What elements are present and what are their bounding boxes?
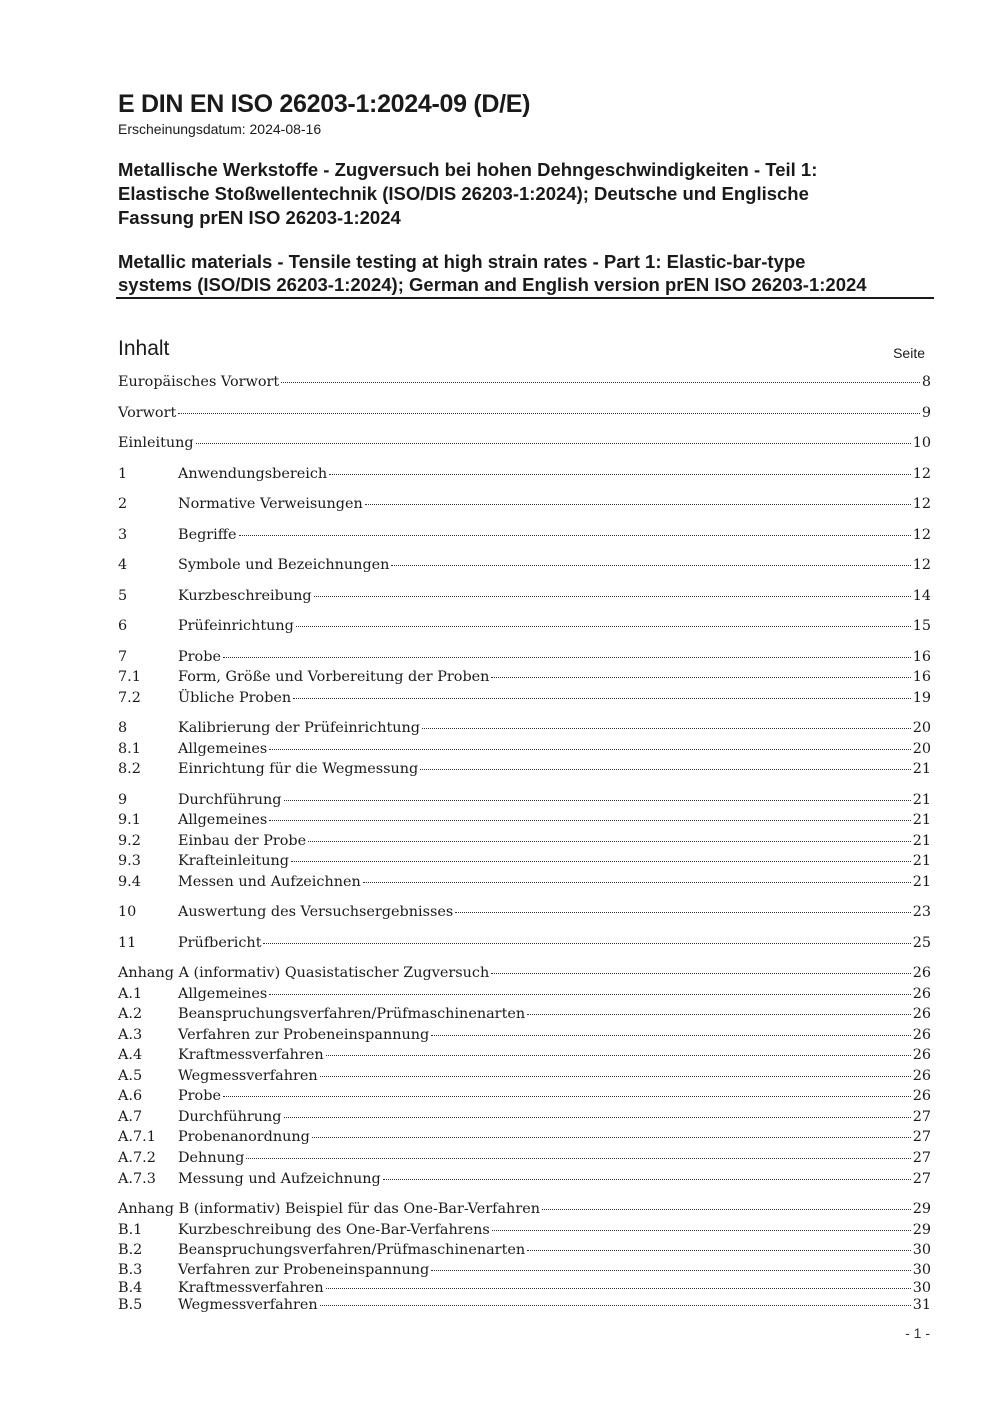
toc-entry-title: Anhang B (informativ) Beispiel für das One-Bar-Verfahren	[118, 1201, 540, 1217]
toc-entry[interactable]	[118, 1297, 931, 1317]
toc-entry-page: 21	[912, 812, 931, 828]
toc-entry-number: 5	[118, 588, 128, 604]
toc-dot-leader	[312, 1136, 911, 1138]
toc-entry-title: Wegmessverfahren	[178, 1068, 318, 1084]
toc-entry-page: 9	[921, 405, 931, 421]
toc-entry-number: 9.2	[118, 833, 141, 849]
toc-entry-number: 3	[118, 527, 128, 543]
toc-entry-title: Prüfbericht	[178, 935, 262, 951]
toc-dot-leader	[326, 1054, 911, 1056]
toc-entry-page: 27	[912, 1109, 931, 1125]
toc-entry[interactable]	[118, 496, 931, 516]
toc-entry-title: Messung und Aufzeichnung	[178, 1171, 381, 1187]
toc-entry-number: A.3	[118, 1027, 143, 1043]
toc-entry-title: Anwendungsbereich	[178, 466, 328, 482]
toc-entry-number: A.7.2	[118, 1150, 156, 1166]
toc-entry-page: 27	[912, 1150, 931, 1166]
toc-entry[interactable]	[118, 904, 931, 924]
toc-entry-title: Form, Größe und Vorbereitung der Proben	[178, 669, 490, 685]
toc-entry-title: Auswertung des Versuchsergebnisses	[178, 904, 454, 920]
toc-entry-number: 11	[118, 935, 137, 951]
toc-entry-page: 12	[912, 557, 931, 573]
toc-entry-title: Durchführung	[178, 792, 282, 808]
toc-dot-leader	[239, 534, 911, 536]
toc-entry-title: Beanspruchungsverfahren/Prüfmaschinenarten	[178, 1006, 526, 1022]
toc-entry[interactable]	[118, 812, 931, 832]
toc-entry-page: 21	[912, 853, 931, 869]
toc-entry-page: 26	[912, 1068, 931, 1084]
toc-entry-number: 7	[118, 649, 128, 665]
toc-entry-number: 1	[118, 466, 128, 482]
toc-dot-leader	[293, 697, 911, 699]
toc-entry[interactable]	[118, 1088, 931, 1108]
toc-entry[interactable]	[118, 649, 931, 669]
toc-entry[interactable]	[118, 853, 931, 873]
toc-entry-title: Normative Verweisungen	[178, 496, 363, 512]
toc-entry-page: 10	[912, 435, 931, 451]
toc-entry[interactable]	[118, 1242, 931, 1262]
toc-entry-number: A.7	[118, 1109, 143, 1125]
toc-entry-page: 19	[912, 690, 931, 706]
toc-entry-number: 9	[118, 792, 128, 808]
toc-dot-leader	[542, 1208, 911, 1210]
toc-entry-title: Probe	[178, 1088, 221, 1104]
toc-entry-number: 2	[118, 496, 128, 512]
toc-entry-number: A.7.1	[118, 1129, 156, 1145]
toc-entry[interactable]	[118, 527, 931, 547]
toc-entry-title: Symbole und Bezeichnungen	[178, 557, 390, 573]
title-german-line: Fassung prEN ISO 26203-1:2024	[118, 207, 401, 228]
toc-dot-leader	[431, 1034, 910, 1036]
toc-entry[interactable]	[118, 935, 931, 955]
toc-entry-page: 26	[912, 1088, 931, 1104]
toc-entry[interactable]	[118, 1047, 931, 1067]
toc-entry-number: 10	[118, 904, 137, 920]
title-german-line: Elastische Stoßwellentechnik (ISO/DIS 26203-1:2024); Deutsche und Englische	[118, 183, 809, 204]
toc-entry[interactable]	[118, 1201, 931, 1221]
toc-entry-page: 29	[912, 1222, 931, 1238]
toc-entry-page: 16	[912, 649, 931, 665]
toc-dot-leader	[320, 1304, 911, 1306]
toc-entry-page: 26	[912, 965, 931, 981]
toc-entry-number: B.3	[118, 1262, 143, 1278]
toc-entry-page: 20	[912, 741, 931, 757]
toc-entry-number: 7.1	[118, 669, 141, 685]
toc-entry-page: 12	[912, 527, 931, 543]
toc-dot-leader	[326, 1287, 911, 1289]
toc-entry-title: Krafteinleitung	[178, 853, 289, 869]
toc-entry-number: A.2	[118, 1006, 143, 1022]
toc-entry-title: Allgemeines	[178, 741, 268, 757]
title-german-line: Metallische Werkstoffe - Zugversuch bei hohen Dehngeschwindigkeiten - Teil 1:	[118, 159, 818, 180]
toc-dot-leader	[329, 473, 911, 475]
toc-entry-page: 12	[912, 466, 931, 482]
toc-dot-leader	[284, 1116, 911, 1118]
toc-dot-leader	[281, 381, 920, 383]
toc-entry-number: A.4	[118, 1047, 143, 1063]
toc-entry-page: 30	[912, 1262, 931, 1278]
toc-entry-page: 26	[912, 1047, 931, 1063]
toc-entry-title: Verfahren zur Probeneinspannung	[178, 1262, 430, 1278]
title-divider	[116, 297, 934, 299]
toc-dot-leader	[420, 768, 910, 770]
toc-entry-title: Verfahren zur Probeneinspannung	[178, 1027, 430, 1043]
toc-entry-title: Kurzbeschreibung des One-Bar-Verfahrens	[178, 1222, 490, 1238]
toc-entry[interactable]	[118, 761, 931, 781]
toc-entry-page: 26	[912, 1027, 931, 1043]
toc-dot-leader	[291, 860, 911, 862]
toc-entry-number: 6	[118, 618, 128, 634]
toc-dot-leader	[431, 1269, 910, 1271]
toc-entry-number: A.6	[118, 1088, 143, 1104]
toc-entry-page: 21	[912, 792, 931, 808]
toc-entry-title: Kraftmessverfahren	[178, 1280, 324, 1296]
toc-entry-title: Kraftmessverfahren	[178, 1047, 324, 1063]
toc-entry-page: 20	[912, 720, 931, 736]
toc-entry-page: 21	[912, 833, 931, 849]
title-english-line: systems (ISO/DIS 26203-1:2024); German and English version prEN ISO 26203-1:2024	[118, 274, 867, 295]
toc-dot-leader	[455, 911, 910, 913]
toc-entry[interactable]	[118, 833, 931, 853]
toc-entry-page: 8	[921, 374, 931, 390]
toc-entry-page: 29	[912, 1201, 931, 1217]
toc-entry-title: Vorwort	[118, 405, 177, 421]
toc-dot-leader	[269, 993, 910, 995]
toc-entry[interactable]	[118, 965, 931, 985]
toc-entry-number: B.5	[118, 1297, 143, 1313]
toc-dot-leader	[320, 1075, 911, 1077]
toc-entry-title: Einbau der Probe	[178, 833, 307, 849]
toc-entry-number: 4	[118, 557, 128, 573]
toc-entry-title: Allgemeines	[178, 986, 268, 1002]
toc-dot-leader	[308, 840, 911, 842]
toc-entry-title: Messen und Aufzeichnen	[178, 874, 361, 890]
toc-entry-page: 27	[912, 1129, 931, 1145]
toc-entry[interactable]	[118, 1150, 931, 1170]
toc-heading: Inhalt	[118, 337, 170, 360]
toc-entry-page: 23	[912, 904, 931, 920]
document-id: E DIN EN ISO 26203-1:2024-09 (D/E)	[118, 90, 531, 118]
toc-entry[interactable]	[118, 1109, 931, 1129]
toc-entry[interactable]	[118, 466, 931, 486]
toc-entry-number: 9.3	[118, 853, 141, 869]
toc-entry[interactable]	[118, 1129, 931, 1149]
toc-entry[interactable]	[118, 374, 931, 394]
toc-entry[interactable]	[118, 669, 931, 689]
toc-dot-leader	[527, 1249, 911, 1251]
toc-entry-number: 8.1	[118, 741, 141, 757]
toc-entry-title: Anhang A (informativ) Quasistatischer Zugversuch	[118, 965, 490, 981]
toc-entry-page: 30	[912, 1280, 931, 1296]
toc-entry-title: Europäisches Vorwort	[118, 374, 280, 390]
toc-entry-page: 21	[912, 874, 931, 890]
toc-dot-leader	[422, 727, 911, 729]
toc-entry[interactable]	[118, 405, 931, 425]
toc-entry-number: A.5	[118, 1068, 143, 1084]
toc-entry[interactable]	[118, 1171, 931, 1191]
toc-entry-title: Durchführung	[178, 1109, 282, 1125]
toc-entry-number: A.7.3	[118, 1171, 156, 1187]
toc-entry[interactable]	[118, 986, 931, 1006]
toc-entry-title: Einleitung	[118, 435, 194, 451]
toc-entry-number: 7.2	[118, 690, 141, 706]
toc-entry[interactable]	[118, 588, 931, 608]
toc-entry-page: 25	[912, 935, 931, 951]
toc-entry-number: B.4	[118, 1280, 143, 1296]
toc-entry-page: 12	[912, 496, 931, 512]
toc-entry-page: 27	[912, 1171, 931, 1187]
toc-dot-leader	[263, 942, 910, 944]
toc-entry-title: Wegmessverfahren	[178, 1297, 318, 1313]
toc-entry-page: 30	[912, 1242, 931, 1258]
toc-entry-number: B.1	[118, 1222, 143, 1238]
title-english	[118, 250, 938, 296]
toc-entry-title: Kurzbeschreibung	[178, 588, 312, 604]
toc-entry-number: 9.4	[118, 874, 141, 890]
toc-page-column-label: Seite	[893, 345, 925, 361]
toc-entry[interactable]	[118, 1068, 931, 1088]
toc-dot-leader	[296, 625, 911, 627]
toc-entry-page: 26	[912, 986, 931, 1002]
toc-entry[interactable]	[118, 618, 931, 638]
toc-entry-number: 8	[118, 720, 128, 736]
toc-entry[interactable]	[118, 1262, 931, 1282]
toc-dot-leader	[492, 1229, 911, 1231]
toc-entry-title: Beanspruchungsverfahren/Prüfmaschinenarten	[178, 1242, 526, 1258]
toc-dot-leader	[491, 972, 910, 974]
toc-dot-leader	[223, 656, 911, 658]
toc-dot-leader	[314, 595, 911, 597]
toc-entry-number: 8.2	[118, 761, 141, 777]
toc-entry[interactable]	[118, 720, 931, 740]
toc-entry-title: Probe	[178, 649, 221, 665]
toc-entry-title: Übliche Proben	[178, 690, 292, 706]
toc-entry[interactable]	[118, 1222, 931, 1242]
toc-entry[interactable]	[118, 690, 931, 710]
toc-dot-leader	[363, 881, 911, 883]
toc-entry[interactable]	[118, 741, 931, 761]
toc-dot-leader	[246, 1157, 910, 1159]
toc-dot-leader	[223, 1095, 911, 1097]
toc-entry-page: 15	[912, 618, 931, 634]
toc-entry-number: B.2	[118, 1242, 143, 1258]
toc-entry[interactable]	[118, 792, 931, 812]
toc-dot-leader	[269, 748, 910, 750]
title-german	[118, 158, 938, 230]
toc-entry[interactable]	[118, 435, 931, 455]
toc-entry-title: Probenanordnung	[178, 1129, 310, 1145]
toc-entry-page: 26	[912, 1006, 931, 1022]
toc-entry-page: 31	[912, 1297, 931, 1313]
publication-date: Erscheinungsdatum: 2024-08-16	[118, 121, 322, 137]
title-english-line: Metallic materials - Tensile testing at high strain rates - Part 1: Elastic-bar-type	[118, 251, 806, 272]
toc-entry-title: Prüfeinrichtung	[178, 618, 294, 634]
toc-entry-page: 16	[912, 669, 931, 685]
toc-dot-leader	[491, 676, 910, 678]
toc-entry-number: 9.1	[118, 812, 141, 828]
toc-entry-title: Allgemeines	[178, 812, 268, 828]
toc-dot-leader	[365, 503, 911, 505]
toc-dot-leader	[391, 564, 910, 566]
toc-entry-title: Dehnung	[178, 1150, 245, 1166]
toc-entry[interactable]	[118, 1006, 931, 1026]
toc-entry[interactable]	[118, 557, 931, 577]
toc-dot-leader	[196, 442, 911, 444]
toc-entry[interactable]	[118, 874, 931, 894]
toc-entry-title: Einrichtung für die Wegmessung	[178, 761, 419, 777]
page-number: - 1 -	[905, 1325, 930, 1341]
toc-entry-title: Begriffe	[178, 527, 237, 543]
toc-dot-leader	[269, 819, 910, 821]
toc-dot-leader	[178, 412, 920, 414]
toc-entry-title: Kalibrierung der Prüfeinrichtung	[178, 720, 421, 736]
toc-entry-page: 14	[912, 588, 931, 604]
toc-entry-page: 21	[912, 761, 931, 777]
toc-entry[interactable]	[118, 1027, 931, 1047]
toc-dot-leader	[383, 1178, 911, 1180]
toc-dot-leader	[284, 799, 911, 801]
toc-entry-number: A.1	[118, 986, 143, 1002]
toc-dot-leader	[527, 1013, 911, 1015]
